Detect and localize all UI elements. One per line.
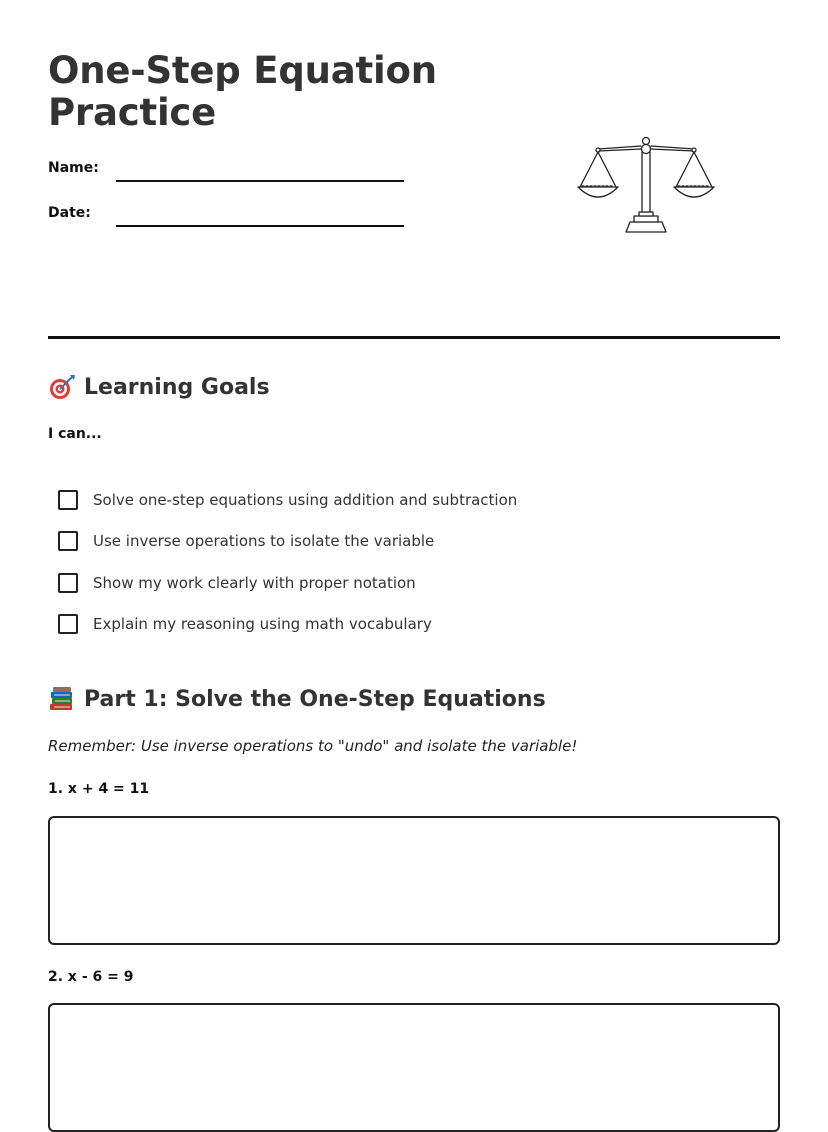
- part1-title: Part 1: Solve the One-Step Equations: [84, 686, 546, 712]
- date-line[interactable]: [116, 225, 404, 227]
- books-icon: [48, 686, 76, 712]
- goals-intro: I can...: [48, 426, 102, 442]
- balance-scale-icon: [576, 132, 716, 236]
- reminder-text: Remember: Use inverse operations to "undo" and isolate the variable!: [48, 737, 578, 755]
- part1-heading: [48, 686, 546, 712]
- goal-item[interactable]: [58, 530, 434, 552]
- goal-label: Use inverse operations to isolate the variable: [93, 532, 435, 550]
- name-label: Name:: [48, 160, 99, 176]
- goal-checkbox[interactable]: [58, 573, 78, 593]
- target-dart-icon: [48, 374, 76, 400]
- goal-label: Solve one-step equations using addition and subtraction: [93, 491, 518, 509]
- goal-checkbox[interactable]: [58, 490, 78, 510]
- goal-checkbox[interactable]: [58, 531, 78, 551]
- goal-item[interactable]: [58, 572, 416, 594]
- goal-checkbox[interactable]: [58, 614, 78, 634]
- problem-label: 2. x - 6 = 9: [48, 969, 134, 985]
- goal-item[interactable]: [58, 613, 432, 635]
- problem-label: 1. x + 4 = 11: [48, 781, 150, 797]
- answer-box[interactable]: [48, 1003, 780, 1132]
- name-line[interactable]: [116, 180, 404, 182]
- learning-goals-heading: [48, 374, 270, 400]
- goal-item[interactable]: [58, 489, 517, 511]
- answer-box[interactable]: [48, 816, 780, 945]
- learning-goals-title: Learning Goals: [84, 374, 270, 400]
- goal-label: Explain my reasoning using math vocabulary: [93, 615, 432, 633]
- page-title: One-Step Equation Practice: [48, 49, 437, 134]
- header-divider: [48, 336, 780, 339]
- date-label: Date:: [48, 205, 91, 221]
- goal-label: Show my work clearly with proper notation: [93, 574, 416, 592]
